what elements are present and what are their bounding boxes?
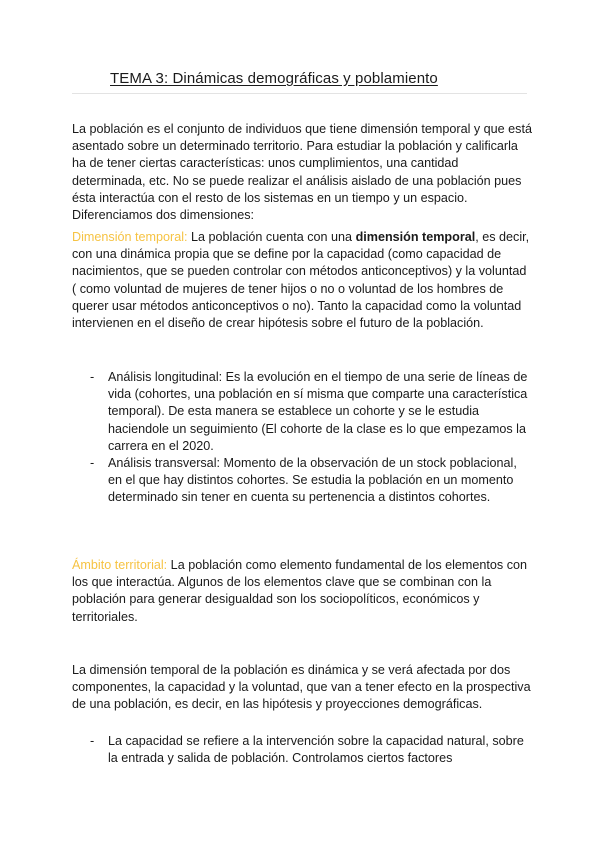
temporal-text-a: La población cuenta con una [187,230,356,244]
territorial-label: Ámbito territorial: [72,558,168,572]
analysis-bullet-list [0,369,600,507]
list-item [0,369,528,455]
bullet-dash: - [90,456,95,471]
title-divider [72,93,527,94]
intro-paragraph: La población es el conjunto de individuos que tiene dimensión temporal y que está asentado sobre un determinado territorio. Para estudiar la población y calificarla ha de tener ciertas características: unos cumplimientos, una cantidad determinada, etc. No se puede realizar el análisis aislado de una población pues ésta interactúa con el resto de los sistemas en un tiempo y un espacio. Diferenciamos dos dimensiones: [72,122,532,223]
bullet-dash: - [90,370,95,384]
temporal-label: Dimensión temporal: [72,230,188,244]
bullet-dash: - [90,734,95,748]
temporal-text-b: , es decir, con una dinámica propia que se define por la capacidad (como capacidad de nacimientos, que se pueden controlar con métodos anticonceptivos) y la voluntad ( como voluntad de mujeres de tener hijos o no o voluntad de los hombres de querer usar métodos anticonceptivos o no). Tanto la capacidad como la voluntad intervienen en el diseño de crear hipótesis sobre el futuro de la población. [72,230,530,331]
temporal-bold: dimensión temporal [355,230,476,244]
list-item [0,733,528,767]
list-item [0,455,528,507]
list-item-text: Análisis transversal: Momento de la observación de un stock poblacional, en el que hay distintos cohortes. Se estudia la población en un momento determinado sin tener en cuenta su pertenencia a distintos cohortes. [108,456,517,505]
list-item-text: Análisis longitudinal: Es la evolución en el tiempo de una serie de líneas de vida (cohortes, una población en sí misma que comparte una característica temporal). De esta manera se establece un cohorte y se le estudia haciendole un seguimiento (El cohorte de la clase es lo que empezamos la carrera en el 2020. [108,370,528,453]
page-title: TEMA 3: Dinámicas demográficas y poblamiento [110,70,438,87]
territorial-text: La población como elemento fundamental de los elementos con los que interactúa. Algunos de los elementos clave que se combinan con la población para generar desigualdad son los sociopolíticos, económicos y territoriales. [72,558,528,624]
temporal-paragraph [72,229,532,332]
capacity-bullet-list [0,733,600,767]
dynamics-paragraph: La dimensión temporal de la población es dinámica y se verá afectada por dos componentes, la capacidad y la voluntad, que van a tener efecto en la prospectiva de una población, es decir, en las hipótesis y proyecciones demográficas. [72,663,531,712]
territorial-paragraph [72,557,532,626]
list-item-text: La capacidad se refiere a la intervención sobre la capacidad natural, sobre la entrada y salida de población. Controlamos ciertos factores [108,734,524,766]
